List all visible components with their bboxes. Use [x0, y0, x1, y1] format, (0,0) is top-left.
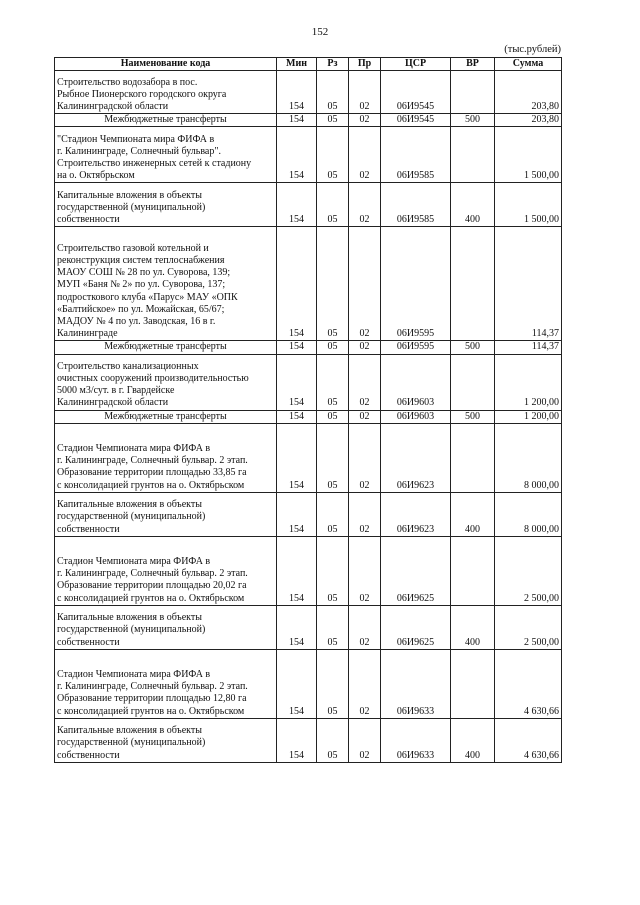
min-cell: 154: [277, 341, 317, 354]
name-cell: "Стадион Чемпионата мира ФИФА в г. Калининграде, Солнечный бульвар". Строительство инженерных сетей к стадиону на о. Октябрьском: [55, 127, 277, 183]
vr-cell: [451, 423, 495, 492]
name-cell: Капитальные вложения в объекты государственной (муниципальной) собственности: [55, 605, 277, 649]
rz-cell: 05: [317, 536, 349, 605]
min-cell: 154: [277, 183, 317, 227]
name-cell: Стадион Чемпионата мира ФИФА в г. Калининграде, Солнечный бульвар. 2 этап. Образование территории площадью 12,80 га с консолидацией грунтов на о. Октябрьском: [55, 649, 277, 718]
min-cell: 154: [277, 492, 317, 536]
csr-cell: 06И9585: [381, 183, 451, 227]
min-cell: 154: [277, 718, 317, 762]
sum-cell: 203,80: [495, 71, 562, 114]
table-row: [55, 536, 562, 605]
name-cell: Строительство канализационных очистных сооружений производительностью 5000 м3/сут. в г. Гвардейске Калининградской области: [55, 354, 277, 410]
min-cell: 154: [277, 71, 317, 114]
sum-cell: 114,37: [495, 341, 562, 354]
table-header-row: [55, 58, 562, 71]
table-row: [55, 718, 562, 762]
table-row: [55, 354, 562, 410]
vr-cell: [451, 71, 495, 114]
pr-cell: 02: [349, 423, 381, 492]
min-cell: 154: [277, 536, 317, 605]
name-cell: Межбюджетные трансферты: [55, 410, 277, 423]
rz-cell: 05: [317, 71, 349, 114]
sum-cell: 1 500,00: [495, 127, 562, 183]
rz-cell: 05: [317, 227, 349, 341]
csr-cell: 06И9623: [381, 423, 451, 492]
rz-cell: 05: [317, 605, 349, 649]
pr-cell: 02: [349, 492, 381, 536]
csr-cell: 06И9545: [381, 71, 451, 114]
header-csr: ЦСР: [381, 58, 451, 71]
rz-cell: 05: [317, 410, 349, 423]
pr-cell: 02: [349, 127, 381, 183]
name-cell: Межбюджетные трансферты: [55, 341, 277, 354]
pr-cell: 02: [349, 341, 381, 354]
min-cell: 154: [277, 227, 317, 341]
name-cell: Стадион Чемпионата мира ФИФА в г. Калининграде, Солнечный бульвар. 2 этап. Образование территории площадью 20,02 га с консолидацией грунтов на о. Октябрьском: [55, 536, 277, 605]
pr-cell: 02: [349, 605, 381, 649]
sum-cell: 1 200,00: [495, 354, 562, 410]
header-vr: ВР: [451, 58, 495, 71]
csr-cell: 06И9623: [381, 492, 451, 536]
pr-cell: 02: [349, 71, 381, 114]
sum-cell: 2 500,00: [495, 536, 562, 605]
vr-cell: [451, 127, 495, 183]
sum-cell: 4 630,66: [495, 649, 562, 718]
name-cell: Строительство водозабора в пос. Рыбное Пионерского городского округа Калининградской области: [55, 71, 277, 114]
min-cell: 154: [277, 423, 317, 492]
table-row: [55, 605, 562, 649]
csr-cell: 06И9545: [381, 114, 451, 127]
rz-cell: 05: [317, 649, 349, 718]
sum-cell: 8 000,00: [495, 492, 562, 536]
csr-cell: 06И9625: [381, 536, 451, 605]
rz-cell: 05: [317, 354, 349, 410]
pr-cell: 02: [349, 536, 381, 605]
vr-cell: 500: [451, 114, 495, 127]
csr-cell: 06И9603: [381, 354, 451, 410]
header-rz: Рз: [317, 58, 349, 71]
vr-cell: 400: [451, 183, 495, 227]
pr-cell: 02: [349, 649, 381, 718]
header-name: Наименование кода: [55, 58, 277, 71]
min-cell: 154: [277, 114, 317, 127]
vr-cell: [451, 649, 495, 718]
pr-cell: 02: [349, 183, 381, 227]
pr-cell: 02: [349, 354, 381, 410]
table-row: [55, 227, 562, 341]
name-cell: Капитальные вложения в объекты государственной (муниципальной) собственности: [55, 492, 277, 536]
sum-cell: 2 500,00: [495, 605, 562, 649]
rz-cell: 05: [317, 718, 349, 762]
header-sum: Сумма: [495, 58, 562, 71]
table-row: [55, 183, 562, 227]
table-body: [55, 71, 562, 763]
rz-cell: 05: [317, 341, 349, 354]
rz-cell: 05: [317, 114, 349, 127]
name-cell: Капитальные вложения в объекты государственной (муниципальной) собственности: [55, 718, 277, 762]
rz-cell: 05: [317, 183, 349, 227]
csr-cell: 06И9625: [381, 605, 451, 649]
table-row: [55, 649, 562, 718]
sum-cell: 1 200,00: [495, 410, 562, 423]
vr-cell: 500: [451, 410, 495, 423]
table-row: [55, 114, 562, 127]
min-cell: 154: [277, 410, 317, 423]
csr-cell: 06И9603: [381, 410, 451, 423]
min-cell: 154: [277, 354, 317, 410]
pr-cell: 02: [349, 114, 381, 127]
csr-cell: 06И9585: [381, 127, 451, 183]
budget-table: [54, 57, 562, 763]
vr-cell: [451, 227, 495, 341]
table-row: [55, 341, 562, 354]
table-row: [55, 410, 562, 423]
min-cell: 154: [277, 127, 317, 183]
csr-cell: 06И9595: [381, 227, 451, 341]
table-row: [55, 423, 562, 492]
rz-cell: 05: [317, 492, 349, 536]
name-cell: Строительство газовой котельной и реконструкция систем теплоснабжения МАОУ СОШ № 28 по ул. Суворова, 139; МУП «Баня № 2» по ул. Суворова, 137; подросткового клуба «Парус» МАУ «ОПК «Балтийское» по ул. Можайская, 65/67; МАДОУ № 4 по ул. Заводская, 16 в г. Калининграде: [55, 227, 277, 341]
vr-cell: [451, 536, 495, 605]
pr-cell: 02: [349, 227, 381, 341]
min-cell: 154: [277, 605, 317, 649]
table-row: [55, 492, 562, 536]
table-row: [55, 127, 562, 183]
sum-cell: 114,37: [495, 227, 562, 341]
rz-cell: 05: [317, 423, 349, 492]
page-number: 152: [311, 26, 329, 38]
name-cell: Капитальные вложения в объекты государственной (муниципальной) собственности: [55, 183, 277, 227]
csr-cell: 06И9633: [381, 649, 451, 718]
rz-cell: 05: [317, 127, 349, 183]
vr-cell: 400: [451, 492, 495, 536]
csr-cell: 06И9595: [381, 341, 451, 354]
header-min: Мин: [277, 58, 317, 71]
pr-cell: 02: [349, 410, 381, 423]
vr-cell: [451, 354, 495, 410]
vr-cell: 400: [451, 718, 495, 762]
name-cell: Стадион Чемпионата мира ФИФА в г. Калининграде, Солнечный бульвар. 2 этап. Образование территории площадью 33,85 га с консолидацией грунтов на о. Октябрьском: [55, 423, 277, 492]
sum-cell: 4 630,66: [495, 718, 562, 762]
table-row: [55, 71, 562, 114]
vr-cell: 400: [451, 605, 495, 649]
vr-cell: 500: [451, 341, 495, 354]
sum-cell: 1 500,00: [495, 183, 562, 227]
min-cell: 154: [277, 649, 317, 718]
pr-cell: 02: [349, 718, 381, 762]
units-label: (тыс.рублей): [504, 44, 561, 55]
sum-cell: 203,80: [495, 114, 562, 127]
name-cell: Межбюджетные трансферты: [55, 114, 277, 127]
csr-cell: 06И9633: [381, 718, 451, 762]
sum-cell: 8 000,00: [495, 423, 562, 492]
header-pr: Пр: [349, 58, 381, 71]
